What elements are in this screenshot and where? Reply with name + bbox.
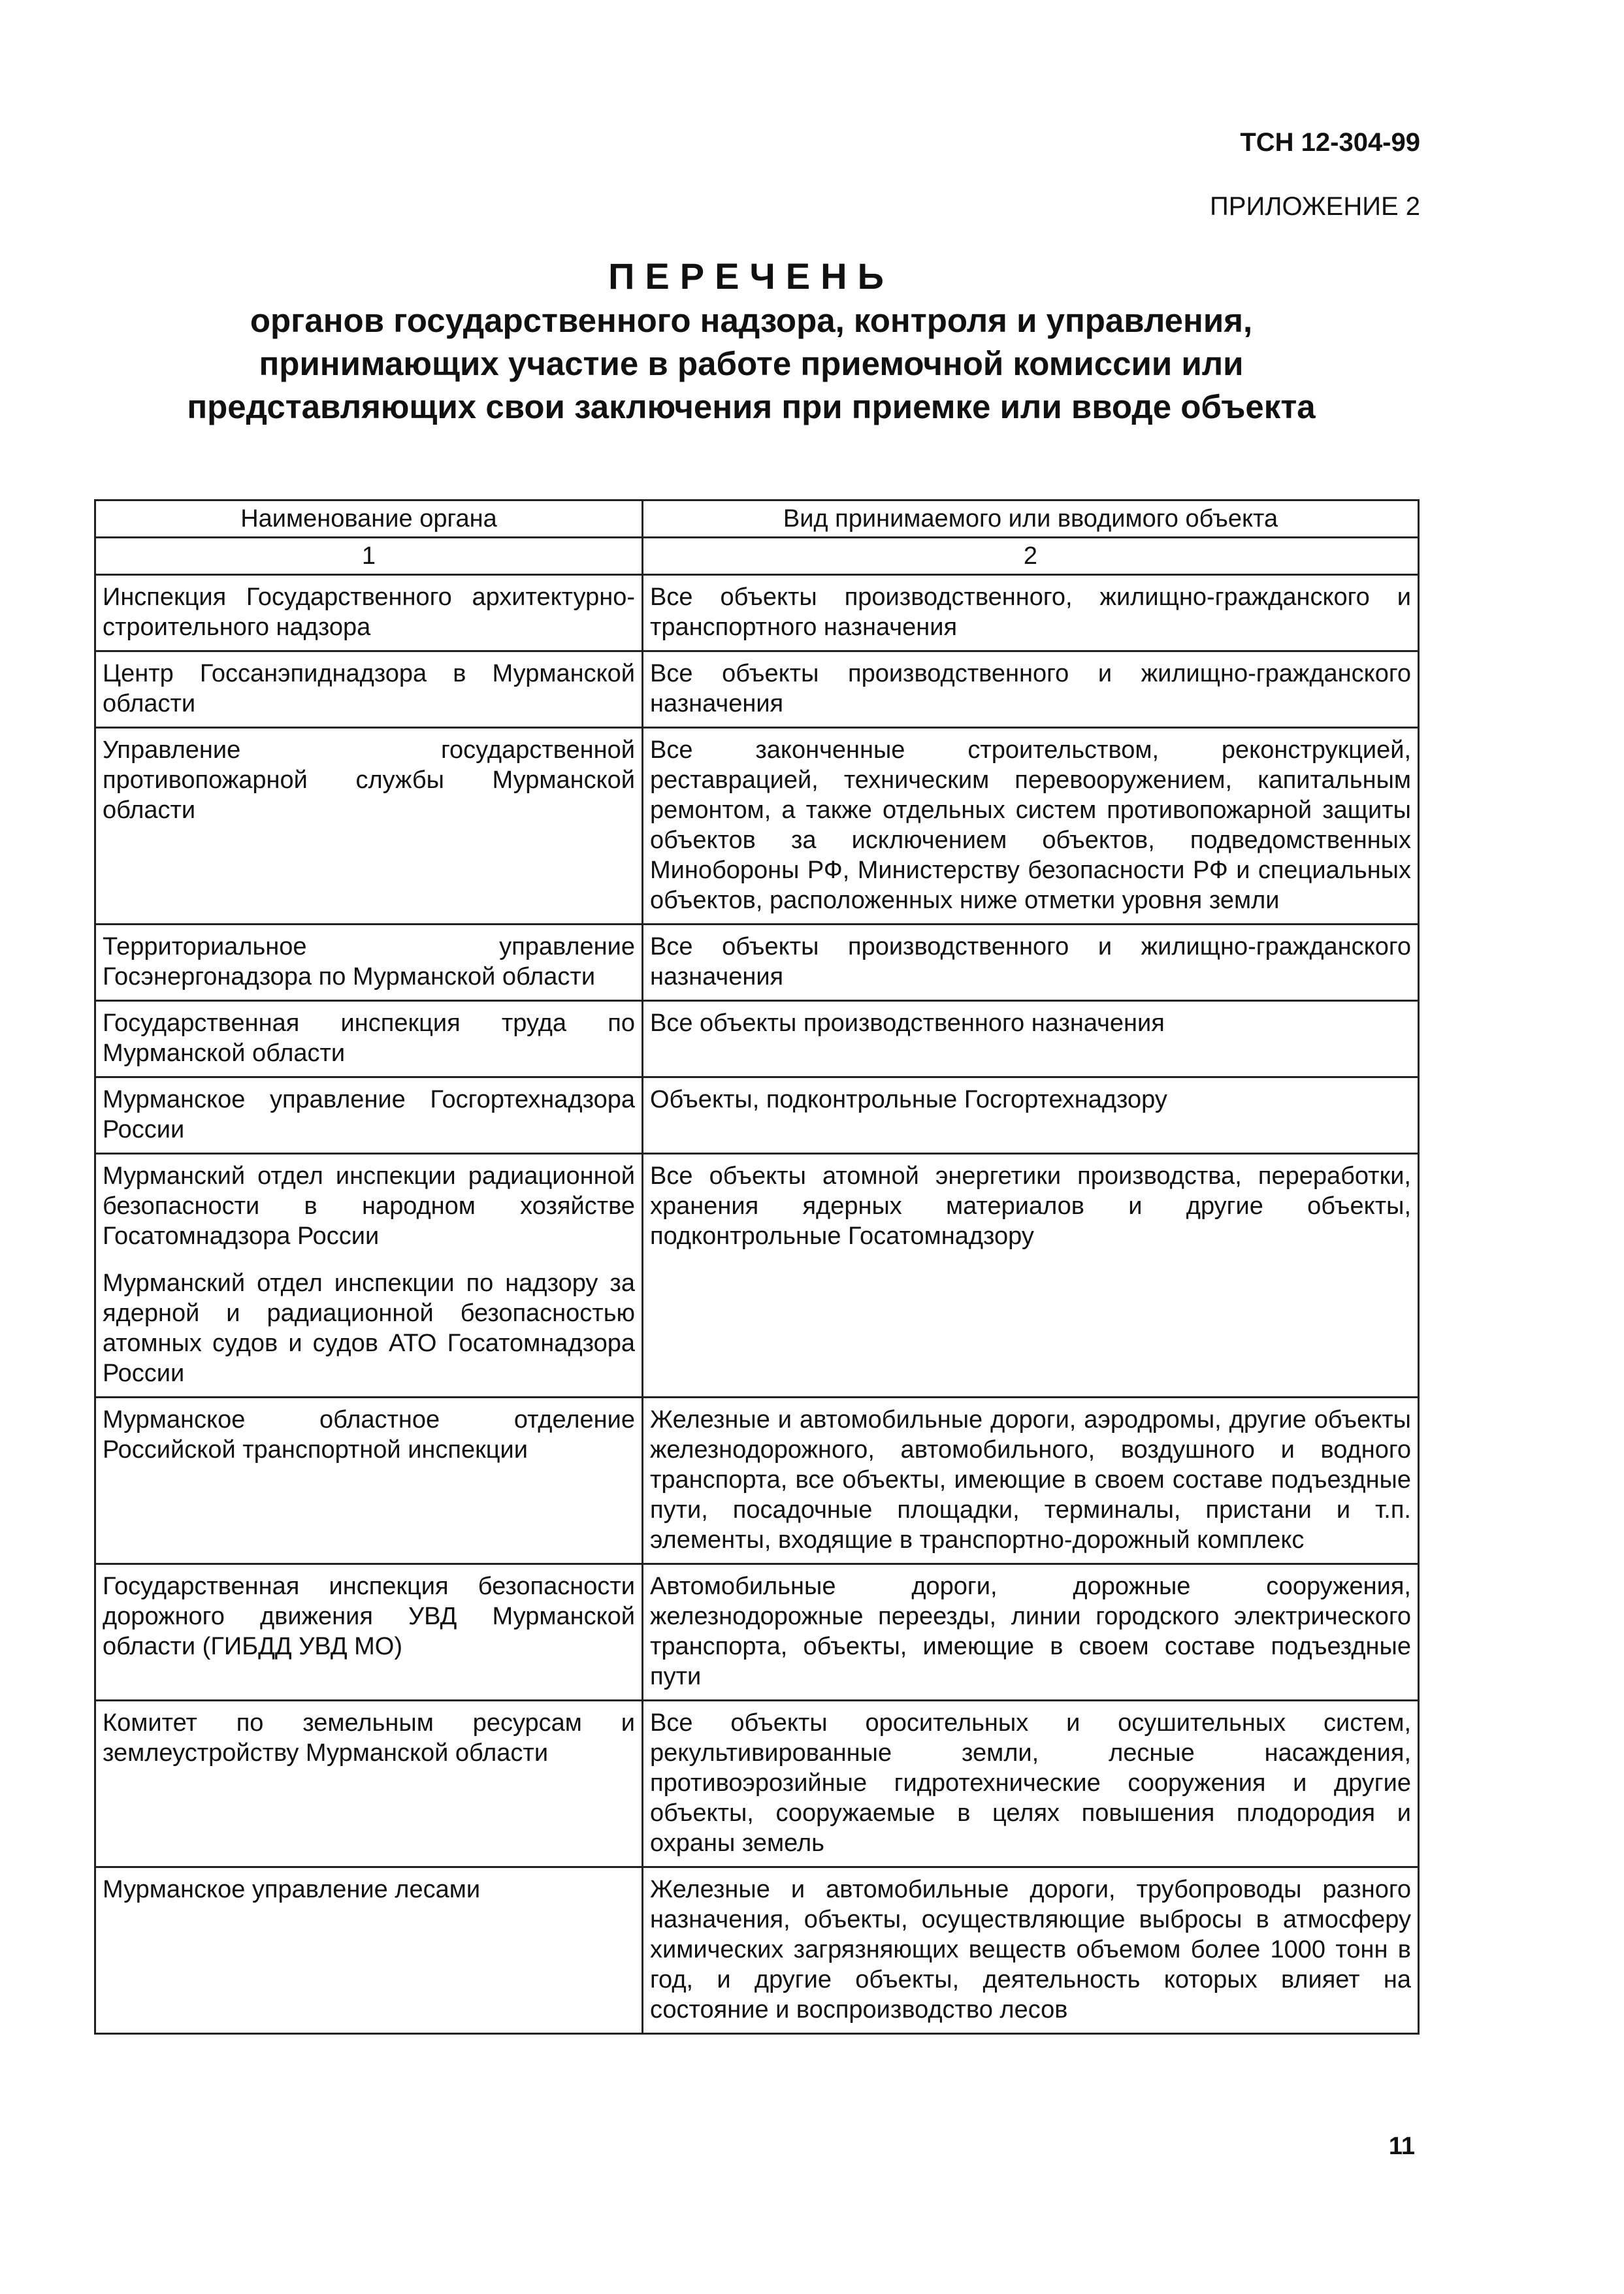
table-row [95, 925, 1419, 1001]
page-number: 11 [1388, 2133, 1415, 2160]
table-row [95, 651, 1419, 728]
organ-cell: Управление государственной противопожарной службы Мурманской области [95, 728, 643, 925]
object-cell: Железные и автомобильные дороги, трубопроводы разного назначения, объекты, осуществляющие выбросы в атмосферу химических загрязняющих веществ объемом более 1000 тонн в год, и другие объекты, деятельность которых влияет на состояние и воспроизводство лесов [643, 1867, 1419, 2034]
organs-table-wrapper [94, 499, 1418, 2035]
organ-cell: Государственная инспекция труда по Мурманской области [95, 1001, 643, 1077]
object-cell: Все объекты оросительных и осушительных систем, рекультивированные земли, лесные насаждения, противоэрозийные гидротехнические сооружения и другие объекты, сооружаемые в целях повышения плодородия и охраны земель [643, 1701, 1419, 1867]
table-row [95, 1867, 1419, 2034]
organ-name-secondary: Мурманский отдел инспекции по надзору за ядерной и радиационной безопасностью атомных судов и судов АТО Госатомнадзора России [103, 1270, 635, 1387]
organ-cell: Мурманское областное отделение Российской транспортной инспекции [95, 1398, 643, 1564]
organ-cell: Мурманское управление лесами [95, 1867, 643, 2034]
object-cell: Все объекты производственного, жилищно-гражданского и транспортного назначения [643, 575, 1419, 651]
table-row [95, 575, 1419, 651]
object-cell: Автомобильные дороги, дорожные сооружения, железнодорожные переезды, линии городского электрического транспорта, объекты, имеющие в своем составе подъездные пути [643, 1564, 1419, 1701]
appendix-label: ПРИЛОЖЕНИЕ 2 [1210, 192, 1420, 221]
column-number-2: 2 [643, 538, 1419, 575]
title-line-2: принимающих участие в работе приемочной комиссии или [259, 345, 1244, 382]
table-header-row [95, 500, 1419, 538]
table-number-row [95, 538, 1419, 575]
organ-cell: Комитет по земельным ресурсам и землеустройству Мурманской области [95, 1701, 643, 1867]
object-cell: Все объекты производственного и жилищно-гражданского назначения [643, 925, 1419, 1001]
organ-cell: Мурманское управление Госгортехнадзора России [95, 1077, 643, 1154]
organ-cell: Территориальное управление Госэнергонадзора по Мурманской области [95, 925, 643, 1001]
organs-table [94, 499, 1420, 2035]
organ-cell: Инспекция Государственного архитектурно-строительного надзора [95, 575, 643, 651]
document-code: ТСН 12-304-99 [1240, 128, 1420, 157]
object-cell: Все объекты производственного и жилищно-гражданского назначения [643, 651, 1419, 728]
column-header-organ: Наименование органа [95, 500, 643, 538]
table-row [95, 728, 1419, 925]
column-header-object: Вид принимаемого или вводимого объекта [643, 500, 1419, 538]
title-line-3: представляющих свои заключения при приемке или вводе объекта [187, 388, 1316, 425]
object-cell: Железные и автомобильные дороги, аэродромы, другие объекты железнодорожного, автомобильного, воздушного и водного транспорта, все объекты, имеющие в своем составе подъездные пути, посадочные площадки, терминалы, пристани и т.п. элементы, входящие в транспортно-дорожный комплекс [643, 1398, 1419, 1564]
column-number-1: 1 [95, 538, 643, 575]
organ-cell [95, 1154, 643, 1398]
object-cell: Все законченные строительством, реконструкцией, реставрацией, техническим перевооружением, капитальным ремонтом, а также отдельных систем противопожарной защиты объектов за исключением объектов, подведомственных Минобороны РФ, Министерству безопасности РФ и специальных объектов, расположенных ниже отметки уровня земли [643, 728, 1419, 925]
object-cell: Все объекты атомной энергетики производства, переработки, хранения ядерных материалов и другие объекты, подконтрольные Госатомнадзору [643, 1154, 1419, 1398]
page-title: ПЕРЕЧЕНЬ [608, 255, 894, 297]
title-block [98, 254, 1405, 429]
organ-name: Мурманский отдел инспекции радиационной безопасности в народном хозяйстве Госатомнадзора России [103, 1162, 635, 1250]
object-cell: Объекты, подконтрольные Госгортехнадзору [643, 1077, 1419, 1154]
table-row [95, 1564, 1419, 1701]
title-line-1: органов государственного надзора, контроля и управления, [250, 302, 1253, 339]
table-row [95, 1398, 1419, 1564]
table-row [95, 1001, 1419, 1077]
organ-cell: Центр Госсанэпиднадзора в Мурманской области [95, 651, 643, 728]
object-cell: Все объекты производственного назначения [643, 1001, 1419, 1077]
table-row [95, 1701, 1419, 1867]
table-row [95, 1154, 1419, 1398]
table-row [95, 1077, 1419, 1154]
organ-cell: Государственная инспекция безопасности дорожного движения УВД Мурманской области (ГИБДД УВД МО) [95, 1564, 643, 1701]
